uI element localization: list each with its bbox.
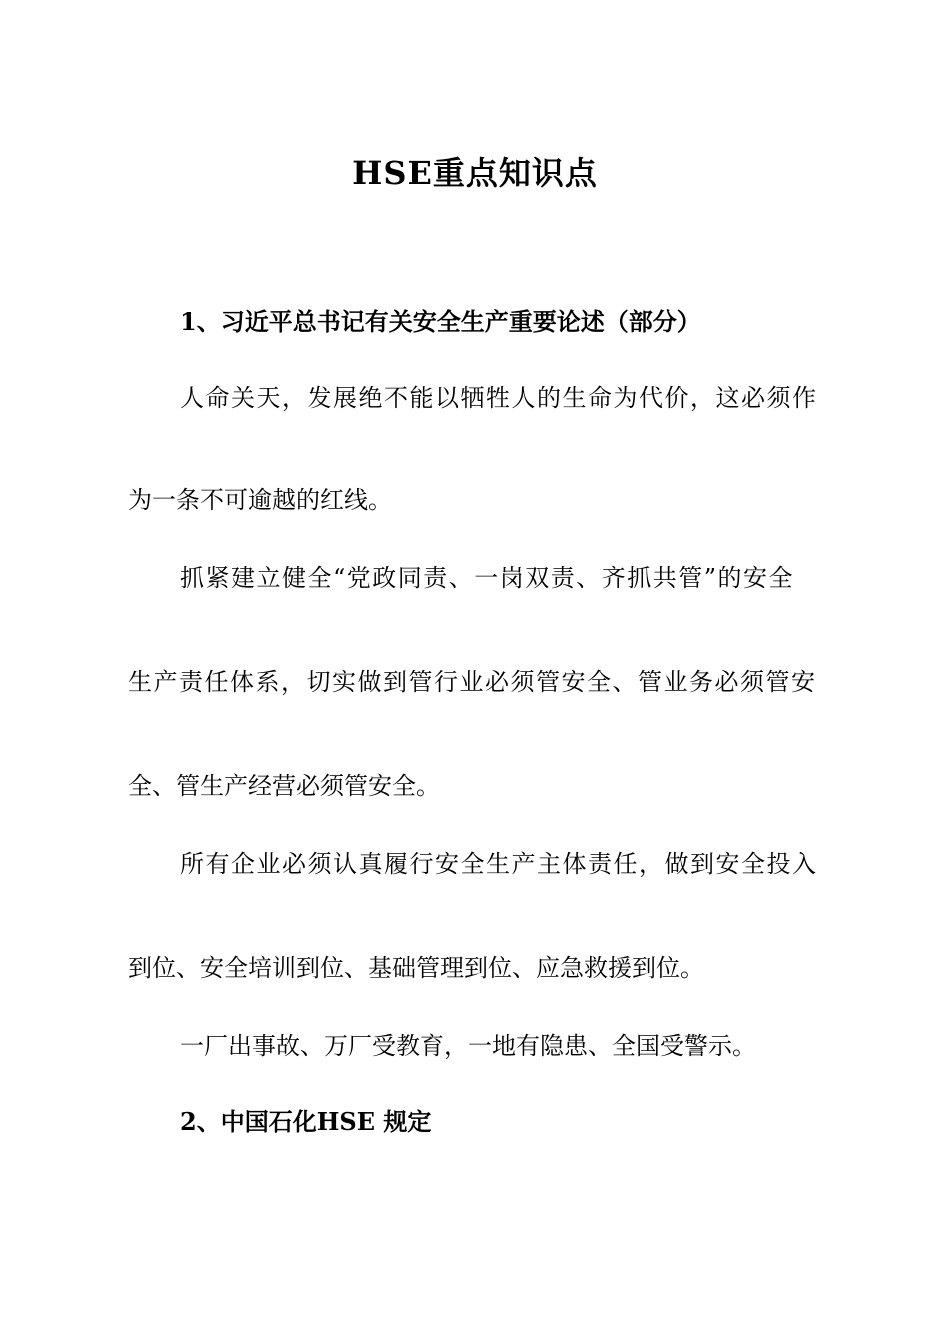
paragraph-2-line-3: 全、管生产经营必须管安全。 bbox=[128, 772, 440, 800]
paragraph-3-line-2: 到位、安全培训到位、基础管理到位、应急救援到位。 bbox=[128, 954, 704, 982]
paragraph-2-line-1: 抓紧建立健全“党政同责、一岗双责、齐抓共管”的安全 bbox=[180, 564, 795, 592]
document-title: HSE重点知识点 bbox=[352, 154, 598, 192]
section-1-heading: 1、习近平总书记有关安全生产重要论述（部分） bbox=[180, 307, 701, 336]
paragraph-1-line-2: 为一条不可逾越的红线。 bbox=[128, 486, 392, 514]
paragraph-1-line-1: 人命关天，发展绝不能以牺牲人的生命为代价，这必须作 bbox=[180, 384, 818, 412]
paragraph-3-line-1: 所有企业必须认真履行安全生产主体责任，做到安全投入 bbox=[180, 850, 818, 878]
paragraph-4-line-1: 一厂出事故、万厂受教育，一地有隐患、全国受警示。 bbox=[180, 1032, 756, 1060]
section-2-heading: 2、中国石化HSE 规定 bbox=[180, 1107, 432, 1136]
paragraph-2-line-2: 生产责任体系，切实做到管行业必须管安全、管业务必须管安 bbox=[128, 668, 817, 696]
